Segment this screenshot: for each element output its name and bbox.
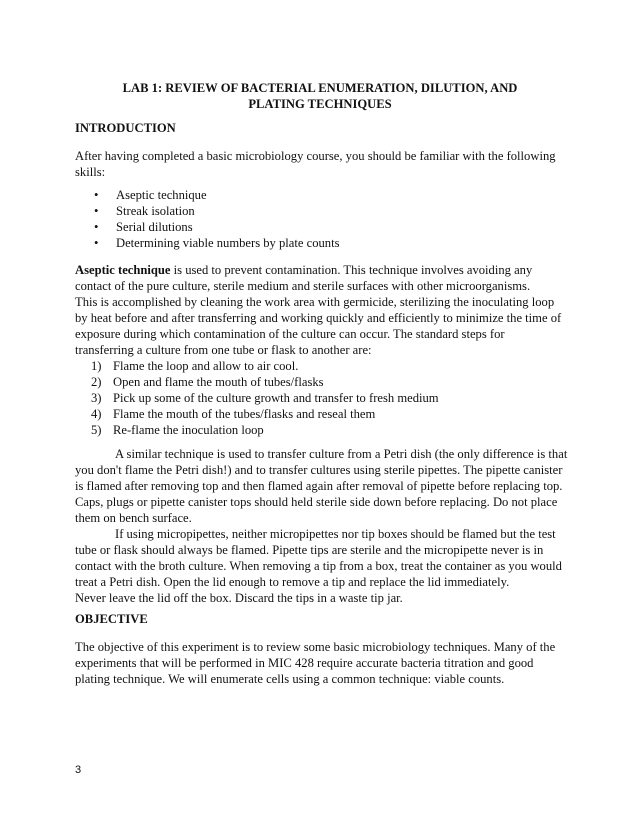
aseptic-paragraph: Aseptic technique is used to prevent contamination. This technique involves avoiding any contact of the pure culture, sterile medium and sterile surfaces with other microorganisms. This is accomplished by cleaning the work area with germicide, sterilizing the inoculating loop by heat before and after transferring and working quickly and efficiently to minimize the time of exposure during which contamination of the culture can occur. The standard steps for transferring a culture from one tube or flask to another are: (75, 263, 562, 357)
list-item: • Aseptic technique (94, 188, 207, 202)
aseptic-term: Aseptic technique (75, 263, 171, 277)
page-number: 3 (75, 764, 82, 776)
intro-line: skills: (75, 165, 106, 179)
objective-heading: OBJECTIVE (75, 612, 148, 626)
bullet: • (94, 204, 99, 218)
objective-paragraph: The objective of this experiment is to review some basic microbiology techniques. Many of the experiments that will be performed in MIC 428 require accurate bacteria titration and good plating technique. We will enumerate cells using a common technique: viable counts. (75, 640, 556, 686)
title-line-1: LAB 1: REVIEW OF BACTERIAL ENUMERATION, DILUTION, AND (122, 81, 518, 95)
bullet: • (94, 236, 99, 250)
list-item: 1) Flame the loop and allow to air cool. (91, 359, 299, 373)
intro-line: After having completed a basic microbiology course, you should be familiar with the following (75, 149, 556, 163)
introduction-heading: INTRODUCTION (75, 121, 176, 135)
document-title (75, 80, 565, 112)
list-item: 5) Re-flame the inoculation loop (91, 423, 264, 437)
transfer-steps-list (91, 358, 439, 438)
list-item: • Serial dilutions (94, 220, 193, 234)
similar-technique-paragraph: A similar technique is used to transfer culture from a Petri dish (the only difference is that you don't flame the Petri dish!) and to transfer cultures using sterile pipettes. The pipette canister is flamed after removing top and then flamed again after removal of pipette before replacing top. Caps, plugs or pipette canister tops should held sterile side down before replacing. Do not place them on bench surface. (75, 447, 568, 525)
list-item: 4) Flame the mouth of the tubes/flasks and reseal them (91, 407, 376, 421)
list-item: • Determining viable numbers by plate counts (94, 236, 340, 250)
skills-list (94, 187, 339, 251)
introduction-paragraph (75, 148, 575, 180)
list-item: • Streak isolation (94, 204, 195, 218)
micropipettes-paragraph: If using micropipettes, neither micropipettes nor tip boxes should be flamed but the test tube or flask should always be flamed. Pipette tips are sterile and the micropipette never is in contact with the broth culture. When removing a tip from a box, treat the container as you would treat a Petri dish. Open the lid enough to remove a tip and replace the lid immediately. Never leave the lid off the box. Discard the tips in a waste tip jar. (75, 527, 562, 605)
bullet: • (94, 220, 99, 234)
list-item: 2) Open and flame the mouth of tubes/flasks (91, 375, 324, 389)
title-line-2: PLATING TECHNIQUES (248, 97, 392, 111)
bullet: • (94, 188, 99, 202)
list-item: 3) Pick up some of the culture growth and transfer to fresh medium (91, 391, 439, 405)
